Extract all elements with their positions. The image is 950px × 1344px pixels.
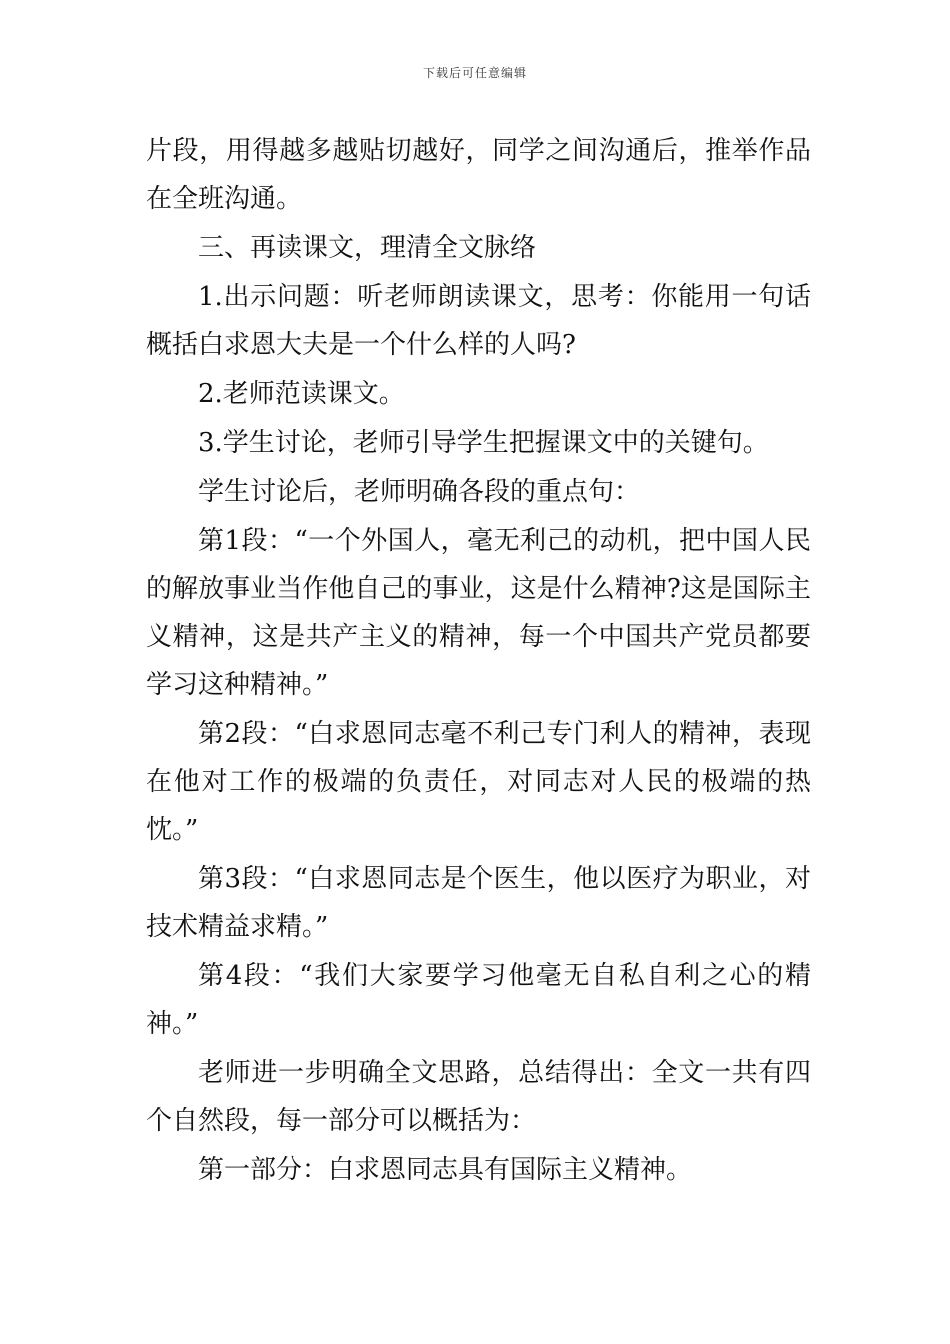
document-body — [146, 127, 811, 1195]
paragraph: 2.老师范读课文。 — [198, 379, 405, 409]
paragraph: 学生讨论后，老师明确各段的重点句： — [198, 477, 641, 507]
paragraph: 第2段：“白求恩同志毫不利己专门利人的精神，表现在他对工作的极端的负责任，对同志对人民的极端的热忱。” — [146, 719, 811, 845]
section-heading: 三、再读课文，理清全文脉络 — [198, 233, 537, 263]
paragraph: 片段，用得越多越贴切越好，同学之间沟通后，推举作品在全班沟通。 — [146, 136, 811, 214]
paragraph: 1.出示问题：听老师朗读课文，思考：你能用一句话概括白求恩大夫是一个什么样的人吗? — [146, 282, 811, 360]
paragraph: 第4段：“我们大家要学习他毫无自私自利之心的精神。” — [146, 961, 811, 1039]
paragraph: 第3段：“白求恩同志是个医生，他以医疗为职业，对技术精益求精。” — [146, 864, 811, 942]
paragraph: 第1段：“一个外国人，毫无利己的动机，把中国人民的解放事业当作他自己的事业，这是什么精神?这是国际主义精神，这是共产主义的精神，每一个中国共产党员都要学习这种精神。” — [146, 526, 811, 700]
paragraph: 3.学生讨论，老师引导学生把握课文中的关键句。 — [198, 428, 769, 458]
paragraph: 老师进一步明确全文思路，总结得出：全文一共有四个自然段，每一部分可以概括为： — [146, 1058, 811, 1136]
paragraph: 第一部分：白求恩同志具有国际主义精神。 — [198, 1155, 693, 1185]
page-header: 下载后可任意编辑 — [422, 66, 527, 80]
